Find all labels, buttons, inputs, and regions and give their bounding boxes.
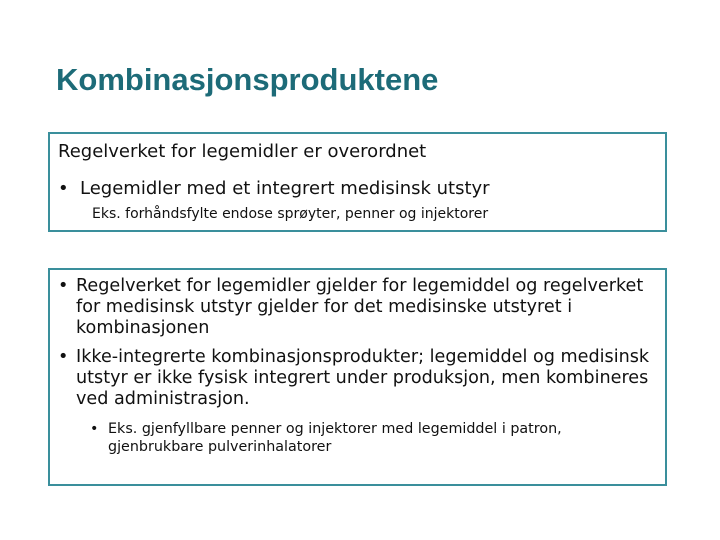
bullet-text: Legemidler med et integrert medisinsk utstyr (80, 178, 490, 199)
overview-box (48, 132, 667, 232)
bullet-dot: • (58, 178, 69, 199)
bullet-text: Ikke-integrerte kombinasjonsprodukter; legemiddel og medisinsk utstyr er ikke fysisk integrert under produksjon, men kombineres ved administrasjon. (76, 347, 650, 409)
bullet-dot: • (58, 347, 69, 367)
sub-bullet-example (56, 420, 656, 456)
example-text: Eks. forhåndsfylte endose sprøyter, penner og injektorer (92, 206, 489, 222)
bullet-item-non-integrated (56, 347, 656, 410)
slide-title: Kombinasjonsproduktene (56, 62, 439, 97)
details-box (48, 268, 667, 486)
bullet-list (56, 276, 656, 456)
bullet-dot: • (90, 421, 99, 437)
box-heading: Regelverket for legemidler er overordnet (58, 141, 427, 162)
sub-bullet-text: Eks. gjenfyllbare penner og injektorer med legemiddel i patron, gjenbrukbare pulverinhalatorer (108, 421, 562, 455)
bullet-integrated (58, 178, 490, 199)
bullet-text: Regelverket for legemidler gjelder for legemiddel og regelverket for medisinsk utstyr gjelder for det medisinske utstyret i kombinasjonen (76, 276, 644, 338)
bullet-item-regulation (56, 276, 656, 339)
bullet-dot: • (58, 276, 69, 296)
